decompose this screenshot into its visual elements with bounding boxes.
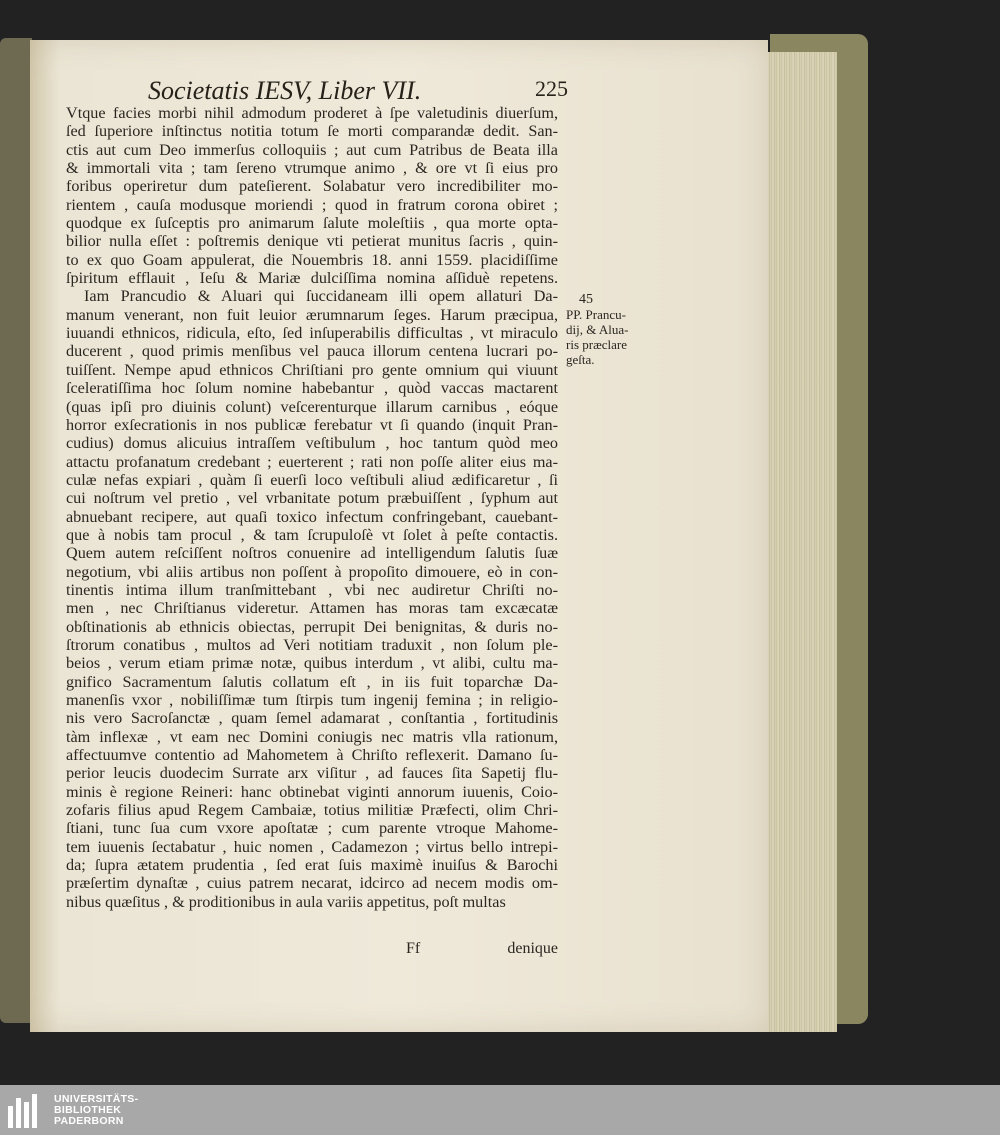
text-line: zofaris filius apud Regem Cambaiæ, totius militiæ Præfecti, olim Chri- [66,801,558,820]
text-line: nibus quæſitus , & proditionibus in aula variis appetitus, poſt multas [66,892,506,911]
text-line: cudius) domus alicuius intraſſem veſtibulum , hoc tantum quòd meo [66,434,558,453]
library-name-line: BIBLIOTHEK [54,1103,122,1116]
text-line: da; ſupra ætatem prudentia , ſed erat ſuis maximè inuiſus & Barochi [66,856,558,875]
margin-note-line: PP. Prancu- [566,307,626,322]
text-line: tem iuuenis ſectabatur , huic nomen , Cadamezon ; virtus bello intrepi- [66,837,558,856]
library-logo-icon [6,1090,46,1130]
text-line: gnifico Sacramentum ſalutis collatum eſt , in iis fuit toparchæ Da- [66,672,558,691]
text-line: Iam Prancudio & Aluari qui ſuccidaneam illi opem allaturi Da- [84,287,558,306]
text-line: Vtque facies morbi nihil admodum proderet à ſpe valetudinis diuerſum, [66,104,558,122]
text-line: ducerent , quod primis menſibus vel pauca illorum centena lucrari po- [66,342,558,361]
page-footer-marks [66,940,558,960]
text-line: men , nec Chriſtianus videretur. Attamen has moras tam excæcatæ [66,599,558,618]
catchword: denique [507,940,558,957]
text-line: negotium, vbi aliis artibus non poſſent à propoſito dimouere, eò in con- [66,562,558,581]
text-line: iuuandi ethnicos, ridicula, eſto, ſed inſuperabilis difficultas , vt miraculo [66,324,558,343]
text-line: beios , verum etiam primæ notæ, quibus interdum , vt alibi, cultu ma- [66,654,558,673]
library-name [54,1094,138,1127]
text-line: nis vero Sacroſanctæ , quam ſemel adamarat , conſtantia , fortitudinis [66,709,558,728]
text-line: ſceleratiſſima hoc ſolum nomine habebantur , quòd vaccas mactarent [66,379,558,398]
text-line: (quas ipſi pro diuinis colunt) veſcerenturque illarum carnibus , eóque [66,397,558,416]
text-line: attactu profanatum credebant ; euerterent ; rati non poſſe aliter eius ma- [66,452,558,471]
library-name-line: PADERBORN [54,1114,124,1127]
library-footer-bar [0,1085,1000,1135]
book-cover-left [0,38,32,1023]
signature-mark: Ff [406,940,421,957]
text-line: foribus operiretur dum pateſierent. Solabatur vero incredibiliter mo- [66,177,558,196]
page-edges [765,52,837,1032]
text-line: bilior nulla eſſet : poſtremis denique vti petierat munitus ſacris , quin- [66,232,558,251]
text-line: Quem autem reſciſſent noſtros conuenire ad intelligendum ſalutis ſuæ [66,544,558,563]
text-line: tuiſſent. Nempe apud ethnicos Chriſtiani pro gente omnium qui viuunt [66,360,558,379]
text-line: obſtinationis ab ethnicis obiectas, perrupit Dei benignitas, & duris no- [66,617,558,636]
header-title: Societatis IESV, Liber VII. [148,76,422,105]
text-line: cui noſtrum vel pretio , vel vrbanitate potum præbuiſſent , ſyphum aut [66,489,558,508]
text-line: affectuumve contentio ad Mahometem à Chriſto reflexerit. Damano ſu- [66,746,558,765]
text-line: ctis aut cum Deo immerſus colloquiis ; aut cum Patribus de Beata illa [66,140,558,159]
running-header [148,76,568,106]
text-line: præſertim dynaſtæ , cuius patrem necarat, idcirco ad necem modis om- [66,874,558,893]
margin-note-line: geſta. [566,352,595,367]
text-line: culæ nefas expiari , quàm ſi euerſi loco veſtibuli aliud ædificaretur , ſi [66,470,558,489]
margin-note [566,292,646,367]
margin-note-line: dij, & Alua- [566,322,629,337]
text-line: abnuebant recipere, aut quaſi toxico infectum confringebant, cauebant- [66,507,558,526]
text-line: & immortali vita ; tam ſereno vtrumque animo , & ore vt ſi eius pro [66,159,558,178]
text-line: tàm inflexæ , vt eam nec Domini coniugis nec matris vlla rationum, [66,727,558,746]
text-line: rientem , cauſa modusque moriendi ; quod in fratrum corona obiret ; [66,195,558,214]
margin-note-number: 45 [579,292,593,307]
text-line: ſtrorum conatibus , multos ad Veri notitiam traduxit , non ſolum ple- [66,635,558,654]
body-text [66,104,558,911]
text-line: horror exſecrationis in nos publicæ ferebatur vt ſi quando (inquit Pran- [66,415,558,434]
text-line: minis è regione Reineri: hanc obtinebat viginti annorum iuuenis, Coio- [66,782,558,801]
text-line: tinentis intima illum tranſmittebant , vbi nec audiretur Chriſti no- [66,580,558,599]
text-line: ſtiani, tunc ſua cum vxore apoſtatæ ; cum parente vtroque Mahome- [66,819,558,838]
text-line: ſed ſuperiore inſtinctus notitia totum ſe morti comparandæ dedit. San- [66,122,558,141]
text-line: quodque ex ſuſceptis pro animarum ſalute moleſtiis , qua morte opta- [66,214,558,233]
text-line: ſpiritum efflauit , Ieſu & Mariæ dulciſſima nomina aſſiduè repetens. [66,269,558,288]
margin-note-line: ris præclare [566,337,628,352]
library-name-line: UNIVERSITÄTS- [54,1092,139,1105]
page-number: 225 [535,76,568,101]
text-line: que à nobis tam procul , & tam ſcrupuloſè vt ſolet à peſte contactis. [66,525,558,544]
text-line: to ex quo Goam appulerat, die Nouembris 18. anni 1559. placidiſſime [66,250,558,269]
text-line: manum venerant, non fuit leuior ærumnarum ſeges. Harum præcipua, [66,305,558,324]
text-line: manenſis vxor , nobiliſſimæ tum ſtirpis tum ingenij femina ; in religio- [66,691,558,709]
text-line: perior leucis duodecim Surrate arx viſitur , ad fauces ſita Sapetij flu- [66,764,558,783]
